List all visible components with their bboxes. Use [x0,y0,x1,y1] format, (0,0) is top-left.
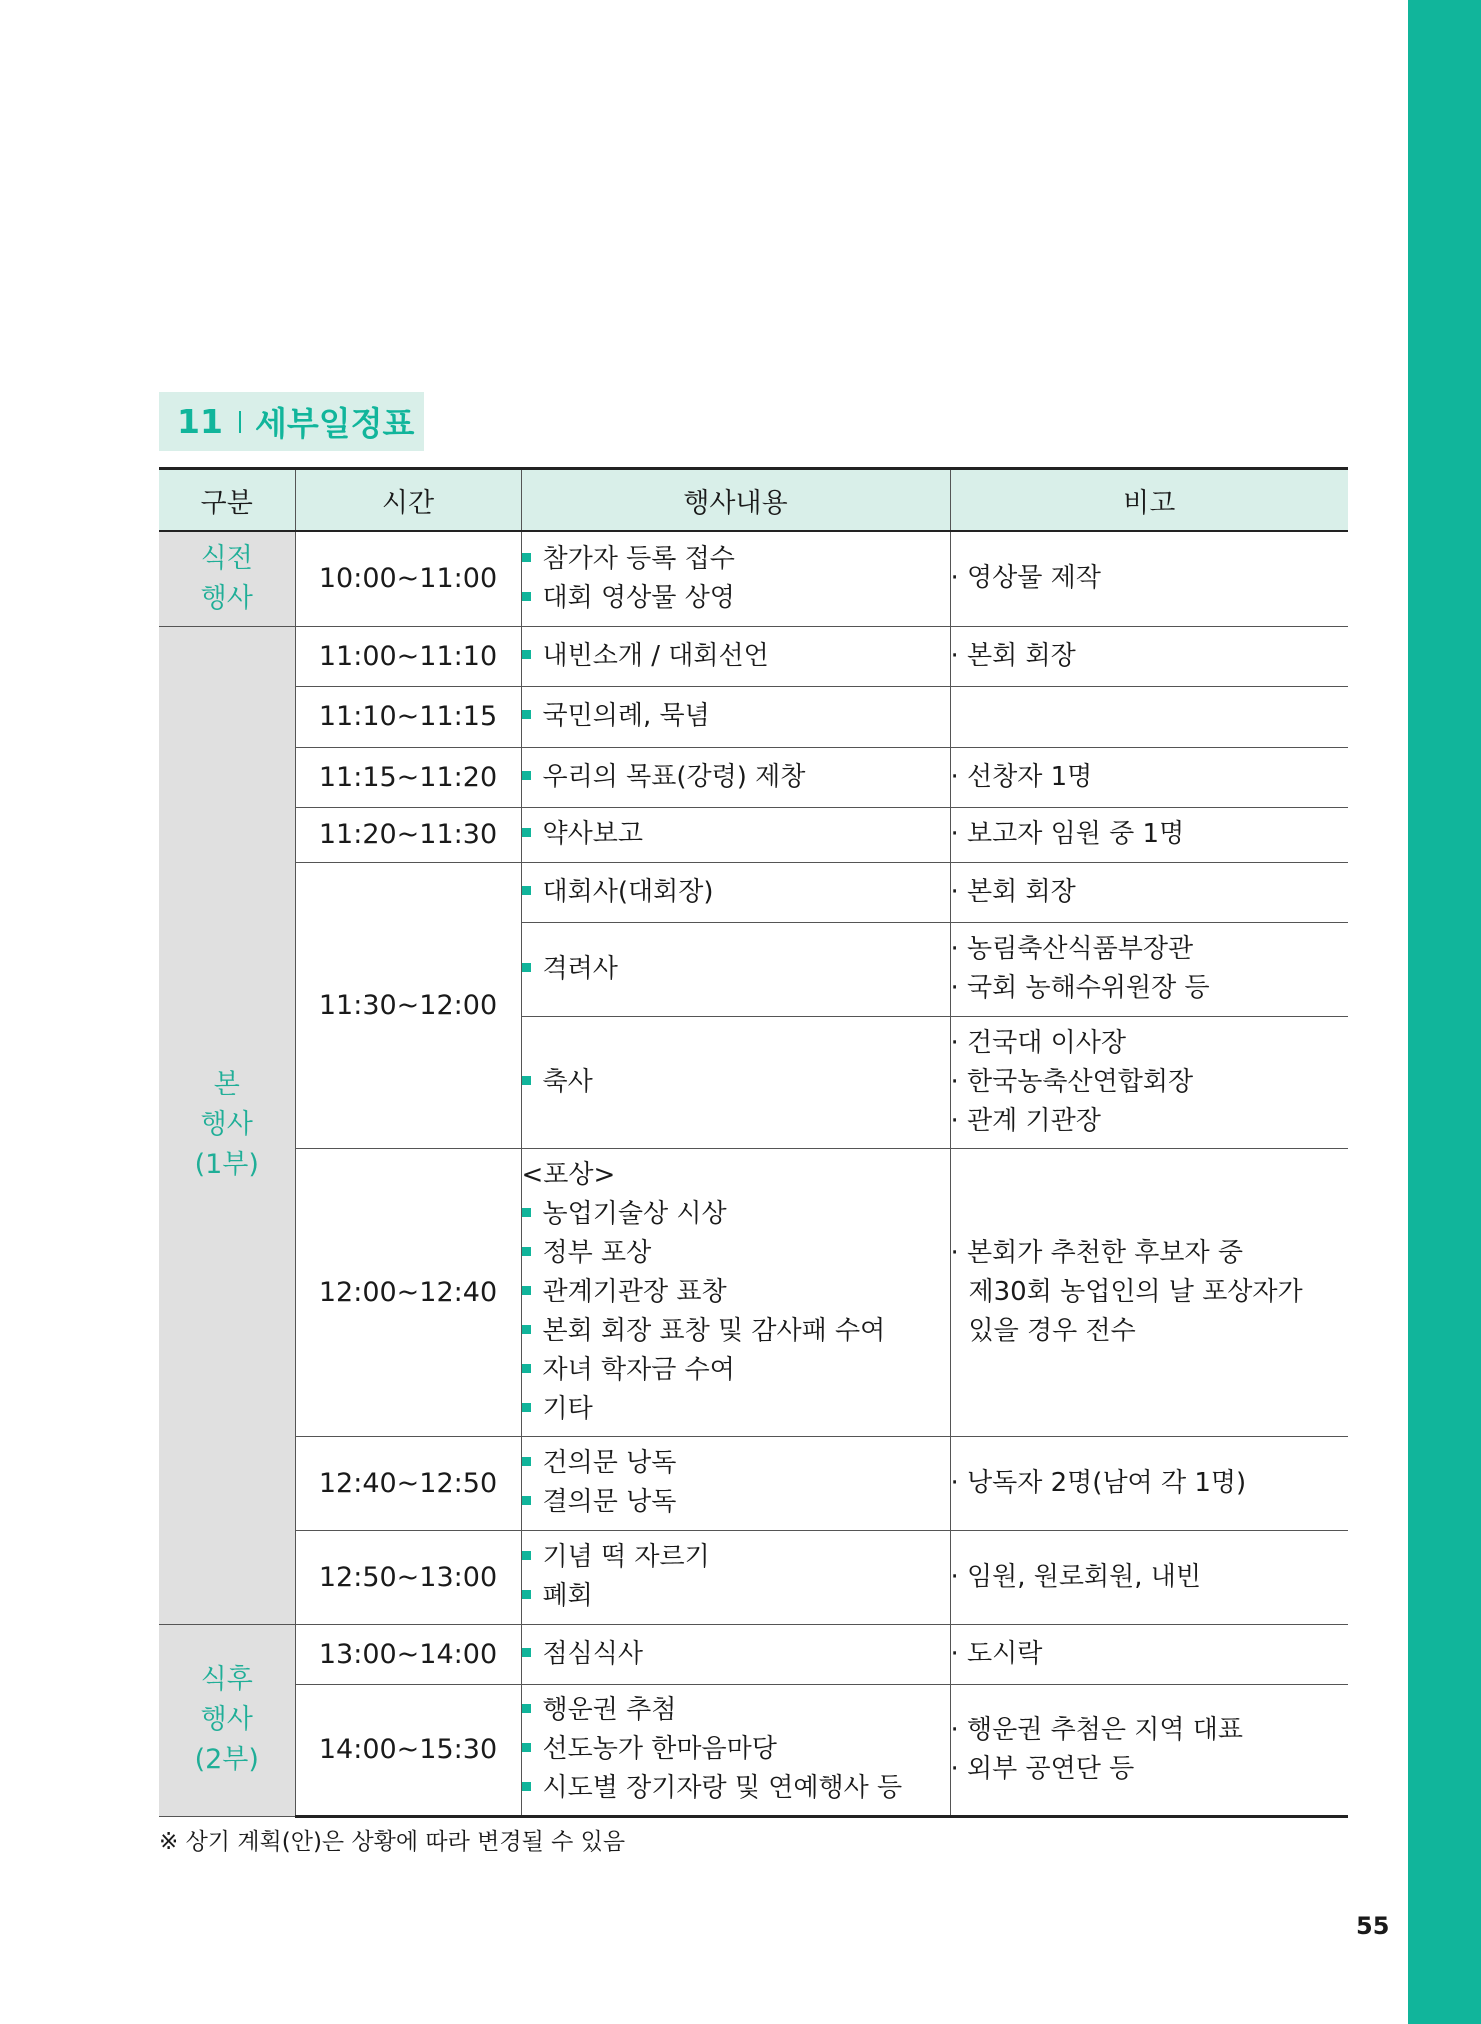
content-cell [521,807,950,862]
list-item: 정부 포상 [522,1234,950,1273]
page-number: 55 [1356,1912,1390,1940]
content-cell [521,1530,950,1624]
section-title-text: 세부일정표 [254,404,415,443]
list-item: 시도별 장기자랑 및 연예행사 등 [522,1769,950,1808]
notes-cell: · 본회가 추천한 후보자 중 제30회 농업인의 날 포상자가 있을 경우 전수 [950,1148,1348,1436]
table-header-row [159,469,1348,532]
bullet-icon [522,710,531,719]
time-cell: 13:00~14:00 [295,1624,521,1684]
table-row [159,862,1348,922]
bullet-icon [522,1743,531,1752]
table-row [159,1624,1348,1684]
content-cell [521,922,950,1016]
list-item: 격려사 [522,950,950,989]
notes-cell: · 농림축산식품부장관 · 국회 농해수위원장 등 [950,922,1348,1016]
time-cell: 11:30~12:00 [295,862,521,1148]
time-cell: 11:20~11:30 [295,807,521,862]
content-cell [521,1684,950,1816]
time-cell: 12:00~12:40 [295,1148,521,1436]
bullet-icon [522,1496,531,1505]
bullet-icon [522,650,531,659]
title-separator [239,411,241,433]
time-cell: 11:00~11:10 [295,626,521,686]
category-main: 본 행사 (1부) [159,626,295,1624]
bullet-icon [522,1076,531,1085]
list-item: 대회 영상물 상영 [522,579,950,618]
list-item: 내빈소개 / 대회선언 [522,637,950,676]
time-cell: 11:10~11:15 [295,686,521,747]
table-row [159,807,1348,862]
notes-cell: · 영상물 제작 [950,531,1348,626]
list-item: 약사보고 [522,815,950,854]
table-row [159,1148,1348,1436]
notes-cell: · 행운권 추첨은 지역 대표 · 외부 공연단 등 [950,1684,1348,1816]
bullet-icon [522,553,531,562]
award-heading: <포상> [521,1159,616,1190]
header-category: 구분 [159,469,295,532]
bullet-icon [522,1704,531,1713]
notes-cell [950,686,1348,747]
list-item: 선도농가 한마음마당 [522,1730,950,1769]
content-cell [521,1624,950,1684]
notes-cell: · 선창자 1명 [950,747,1348,807]
category-pre: 식전 행사 [159,531,295,626]
time-cell: 11:15~11:20 [295,747,521,807]
footnote: ※ 상기 계획(안)은 상황에 따라 변경될 수 있음 [159,1829,626,1855]
schedule-table [159,467,1348,1818]
bullet-icon [522,1208,531,1217]
notes-cell: · 본회 회장 [950,862,1348,922]
notes-cell: · 임원, 원로회원, 내빈 [950,1530,1348,1624]
bullet-icon [522,1457,531,1466]
list-item: 농업기술상 시상 [522,1195,950,1234]
list-item: 점심식사 [522,1635,950,1674]
content-cell [521,1148,950,1436]
bullet-icon [522,886,531,895]
table-row [159,1684,1348,1816]
header-time: 시간 [295,469,521,532]
list-item: 대회사(대회장) [522,873,950,912]
content-cell [521,747,950,807]
bullet-icon [522,771,531,780]
list-item: 국민의례, 묵념 [522,697,950,736]
table-row [159,747,1348,807]
time-cell: 14:00~15:30 [295,1684,521,1816]
list-item: 폐회 [522,1577,950,1616]
content-cell [521,1016,950,1148]
list-item: 우리의 목표(강령) 제창 [522,758,950,797]
content-cell [521,531,950,626]
side-color-bar [1408,0,1481,2024]
header-notes: 비고 [950,469,1348,532]
list-item: 결의문 낭독 [522,1483,950,1522]
bullet-icon [522,1364,531,1373]
notes-cell: · 건국대 이사장 · 한국농축산연합회장 · 관계 기관장 [950,1016,1348,1148]
bullet-icon [522,1286,531,1295]
table-row [159,1530,1348,1624]
time-cell: 12:50~13:00 [295,1530,521,1624]
table-row [159,686,1348,747]
list-item: 행운권 추첨 [522,1691,950,1730]
content-cell [521,626,950,686]
bullet-icon [522,1648,531,1657]
list-item: 본회 회장 표창 및 감사패 수여 [522,1312,950,1351]
bullet-icon [522,828,531,837]
section-title [159,392,424,451]
table-row [159,626,1348,686]
list-item: 참가자 등록 접수 [522,540,950,579]
content-cell [521,862,950,922]
list-item: 자녀 학자금 수여 [522,1351,950,1390]
list-item: 기타 [522,1390,950,1429]
notes-cell: · 보고자 임원 중 1명 [950,807,1348,862]
header-content: 행사내용 [521,469,950,532]
time-cell: 10:00~11:00 [295,531,521,626]
bullet-icon [522,592,531,601]
notes-cell: · 본회 회장 [950,626,1348,686]
list-item: 기념 떡 자르기 [522,1538,950,1577]
bullet-icon [522,1403,531,1412]
bullet-icon [522,963,531,972]
notes-cell: · 도시락 [950,1624,1348,1684]
notes-cell: · 낭독자 2명(남여 각 1명) [950,1436,1348,1530]
category-post: 식후 행사 (2부) [159,1624,295,1816]
list-item: 축사 [522,1063,950,1102]
list-item: 건의문 낭독 [522,1444,950,1483]
table-row [159,531,1348,626]
content-cell [521,686,950,747]
section-number: 11 [177,402,223,441]
table-row [159,1436,1348,1530]
list-item: 관계기관장 표창 [522,1273,950,1312]
bullet-icon [522,1590,531,1599]
bullet-icon [522,1325,531,1334]
time-cell: 12:40~12:50 [295,1436,521,1530]
bullet-icon [522,1551,531,1560]
content-cell [521,1436,950,1530]
bullet-icon [522,1247,531,1256]
bullet-icon [522,1782,531,1791]
